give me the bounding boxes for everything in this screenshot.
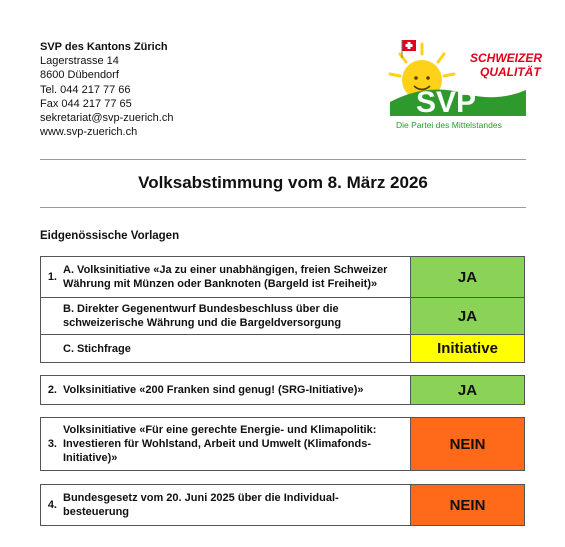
title-divider (40, 207, 526, 208)
ballot-question (41, 485, 410, 525)
sender-web[interactable]: www.svp-zuerich.ch (40, 126, 138, 139)
ballot-recommendation: JA (410, 257, 524, 297)
ballot-number: 3. (47, 438, 57, 450)
ballot-text: Bundesgesetz vom 20. Juni 2025 über die Individual-besteuerung (63, 492, 339, 518)
ballot-number: 1. (47, 271, 57, 283)
ballot-text: Volksinitiative «200 Franken sind genug! (SRG-Initiative)» (63, 384, 364, 396)
ballot-recommendation: NEIN (410, 485, 524, 525)
ballot-text: B. Direkter Gegenentwurf Bundesbeschluss über die schweizerische Währung und die Bargeldversorgung (63, 303, 342, 329)
logo-slogan-2: QUALITÄT (480, 65, 541, 79)
sender-city: 8600 Dübendorf (40, 69, 119, 82)
svp-logo (388, 36, 542, 132)
logo-tagline: Die Partei des Mittelstandes (396, 120, 502, 130)
ballot-group (40, 256, 525, 363)
ballot-question (41, 376, 410, 404)
page-title: Volksabstimmung vom 8. März 2026 (138, 173, 428, 192)
ballot-text: C. Stichfrage (63, 342, 131, 355)
ballot-number: 4. (47, 499, 57, 511)
ballot-row (41, 297, 524, 334)
ballot-row (41, 376, 524, 404)
ballot-group (40, 417, 525, 471)
sender-tel: Tel. 044 217 77 66 (40, 83, 131, 96)
ballot-recommendation: JA (410, 298, 524, 334)
section-heading: Eidgenössische Vorlagen (40, 230, 180, 242)
logo-slogan-1: SCHWEIZER (470, 51, 542, 65)
ballot-row (41, 257, 524, 297)
ballot-recommendation: Initiative (410, 335, 524, 362)
top-divider (40, 159, 526, 160)
ballot-number: 2. (47, 384, 57, 396)
logo-wordmark: SVP (416, 86, 477, 119)
swiss-flag-icon (402, 40, 416, 58)
ballot-row (41, 418, 524, 470)
ballot-recommendation: NEIN (410, 418, 524, 470)
ballot-group (40, 484, 525, 526)
ballot-question (41, 335, 410, 362)
sender-email[interactable]: sekretariat@svp-zuerich.ch (40, 112, 174, 125)
ballot-text: A. Volksinitiative «Ja zu einer unabhängigen, freien Schweizer Währung mit Münzen oder Banknoten (Bargeld ist Freiheit)» (63, 264, 388, 290)
ballot-question (41, 418, 410, 470)
sender-fax: Fax 044 217 77 65 (40, 97, 132, 110)
sender-address (40, 40, 173, 139)
ballot-group (40, 375, 525, 405)
ballot-question (41, 257, 410, 297)
sender-street: Lagerstrasse 14 (40, 55, 119, 68)
ballot-row (41, 485, 524, 525)
ballot-row (41, 334, 524, 362)
ballot-text: Volksinitiative «Für eine gerechte Energie- und Klimapolitik: Investieren für Wohlstand, Arbeit und Umwelt (Klimafonds-Initiative)» (63, 424, 377, 464)
sender-org: SVP des Kantons Zürich (40, 41, 168, 53)
ballot-question (41, 298, 410, 334)
ballot-recommendation: JA (410, 376, 524, 404)
